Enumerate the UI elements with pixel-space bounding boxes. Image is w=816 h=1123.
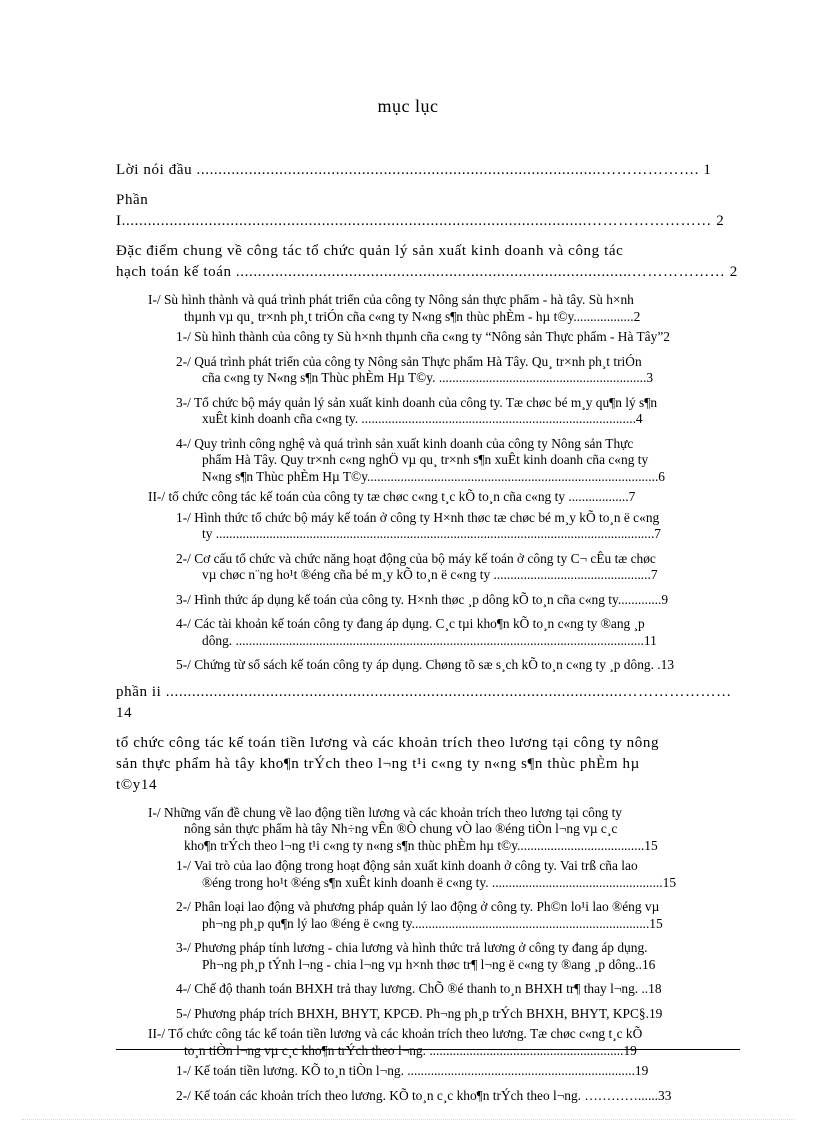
toc-entry-subsection[interactable]: 5-/ Phương pháp trích BHXH, BHYT, KPCĐ. Ph¬ng ph¸p trÝch BHXH, BHYT, KPC§.19 <box>176 1005 663 1021</box>
toc-entry-part-2[interactable]: phần ii .........................................................................................................………………… 14 <box>116 683 732 721</box>
table-of-contents <box>116 160 740 1112</box>
toc-entry-section[interactable]: II-/ tổ chức công tác kế toán của công ty tæ chøc c«ng t¸c kÕ to¸n cña c«ng ty ..................7 <box>148 489 636 504</box>
toc-entry-subsection[interactable]: 3-/ Tổ chức bộ máy quản lý sản xuất kinh doanh của công ty. Tæ chøc bé m¸y qu¶n lý s¶n xuÊt kinh doanh cña c«ng ty. ..................................................................................4 <box>176 394 658 426</box>
toc-entry-part-1-title[interactable]: Đặc điểm chung về công tác tổ chức quản lý sản xuất kinh doanh và công tác hạch toán kế toán ...........................................................................................……………… 2 <box>116 243 738 280</box>
page-title: mục lục <box>377 96 439 116</box>
page-edge-divider <box>22 1119 794 1120</box>
toc-entry-subsection[interactable]: 4-/ Quy trình công nghệ và quá trình sản xuất kinh doanh của công ty Nông sản Thực phẩm Hà Tây. Quy tr×nh c«ng nghÖ vµ qu¸ tr×nh s¶n xuÊt kinh doanh cña c«ng ty N«ng s¶n Thùc phÈm Hµ T©y.......................................................................................6 <box>176 435 665 484</box>
toc-entry-preface[interactable]: Lời nói đầu .............................................................................................………………. 1 <box>116 162 712 178</box>
toc-entry-subsection[interactable]: 2-/ Phân loại lao động và phương pháp quản lý lao động ở công ty. Ph©n lo¹i lao ®éng vµ ph¬ng ph¸p qu¶n lý lao ®éng ë c«ng ty.......................................................................15 <box>176 899 663 931</box>
toc-entry-subsection[interactable]: 2-/ Kế toán các khoản trích theo lương. KÕ to¸n c¸c kho¶n trÝch theo l¬ng. …………......33 <box>176 1087 672 1103</box>
toc-entry-subsection[interactable]: 1-/ Sù hình thành của công ty Sù h×nh thµnh cña c«ng ty “Nông sản Thực phẩm - Hà Tây”2 <box>176 329 670 344</box>
toc-entry-subsection[interactable]: 1-/ Hình thức tổ chức bộ máy kế toán ở công ty H×nh thøc tæ chøc bé m¸y kÕ to¸n ë c«ng ty ...................................................................................................................................7 <box>176 509 662 541</box>
toc-entry-section[interactable]: I-/ Sù hình thành và quá trình phát triển của công ty Nông sản thực phẩm - hà tây. Sù h×nh thµnh vµ qu¸ tr×nh ph¸t triÓn cña c«ng ty N«ng s¶n thùc phÈm - hµ t©y..................2 <box>148 292 641 324</box>
toc-entry-subsection[interactable]: 2-/ Cơ cấu tổ chức và chức năng hoạt động của bộ máy kế toán ở công ty C¬ cÊu tæ chøc vµ chøc n¨ng ho¹t ®éng cña bé m¸y kÕ to¸n ë c«ng ty ...............................................7 <box>176 550 658 582</box>
toc-entry-subsection[interactable]: 1-/ Kế toán tiền lương. KÕ to¸n tiÒn l¬ng. ....................................................................19 <box>176 1063 649 1078</box>
toc-entry-subsection[interactable]: 4-/ Chế độ thanh toán BHXH trả thay lương. ChÕ ®é thanh to¸n BHXH tr¶ thay l¬ng. ..18 <box>176 981 662 996</box>
toc-entry-part-1[interactable]: Phần I...........................................................................................................…………………… 2 <box>116 192 725 229</box>
toc-entry-section[interactable]: I-/ Những vấn đề chung về lao động tiền lương và các khoản trích theo lương tại công ty nông sản thực phẩm hà tây Nh÷ng vÊn ®Ò chung vÒ lao ®éng tiÒn l¬ng vµ c¸c kho¶n trÝch theo l¬ng t¹i c«ng ty n«ng s¶n thùc phÈm hµ t©y......................................15 <box>148 804 658 853</box>
toc-entry-subsection[interactable]: 4-/ Các tài khoản kế toán công ty đang áp dụng. C¸c tµi kho¶n kÕ to¸n c«ng ty ®ang ¸p dông. ..........................................................................................................................11 <box>176 616 657 648</box>
toc-entry-section[interactable]: II-/ Tổ chức công tác kế toán tiền lương và các khoản trích theo lương. Tæ chøc c«ng t¸c kÕ to¸n tiÒn l¬ng vµ c¸c kho¶n trÝch theo l¬ng. ..........................................................19 <box>148 1026 643 1058</box>
toc-entry-subsection[interactable]: 2-/ Quá trình phát triển của công ty Nông sản Thực phẩm Hà Tây. Qu¸ tr×nh ph¸t triÓn cña c«ng ty N«ng s¶n Thùc phÈm Hµ T©y. ..............................................................3 <box>176 353 654 385</box>
toc-entry-subsection[interactable]: 3-/ Hình thức áp dụng kế toán của công ty. H×nh thøc ¸p dông kÕ to¸n cña c«ng ty.............9 <box>176 591 669 607</box>
toc-entry-subsection[interactable]: 1-/ Vai trò của lao động trong hoạt động sản xuất kinh doanh ở công ty. Vai trß cña lao ®éng trong ho¹t ®éng s¶n xuÊt kinh doanh ë c«ng ty. ...................................................15 <box>176 858 677 890</box>
toc-entry-subsection[interactable]: 5-/ Chứng từ sổ sách kế toán công ty áp dụng. Chøng tõ sæ s¸ch kÕ to¸n c«ng ty ¸p dông. .13 <box>176 657 675 672</box>
bottom-rule <box>116 1049 740 1050</box>
toc-entry-part-2-title[interactable]: tổ chức công tác kế toán tiền lương và các khoản trích theo lương tại công ty nông sản thực phẩm hà tây kho¶n trÝch theo l¬ng t¹i c«ng ty n«ng s¶n thùc phÈm hµ t©y14 <box>116 734 660 793</box>
toc-entry-subsection[interactable]: 3-/ Phương pháp tính lương - chia lương và hình thức trả lương ở công ty đang áp dụng. Ph¬ng ph¸p tÝnh l¬ng - chia l¬ng vµ h×nh thøc tr¶ l¬ng ë c«ng ty ®ang ¸p dông..16 <box>176 940 656 972</box>
